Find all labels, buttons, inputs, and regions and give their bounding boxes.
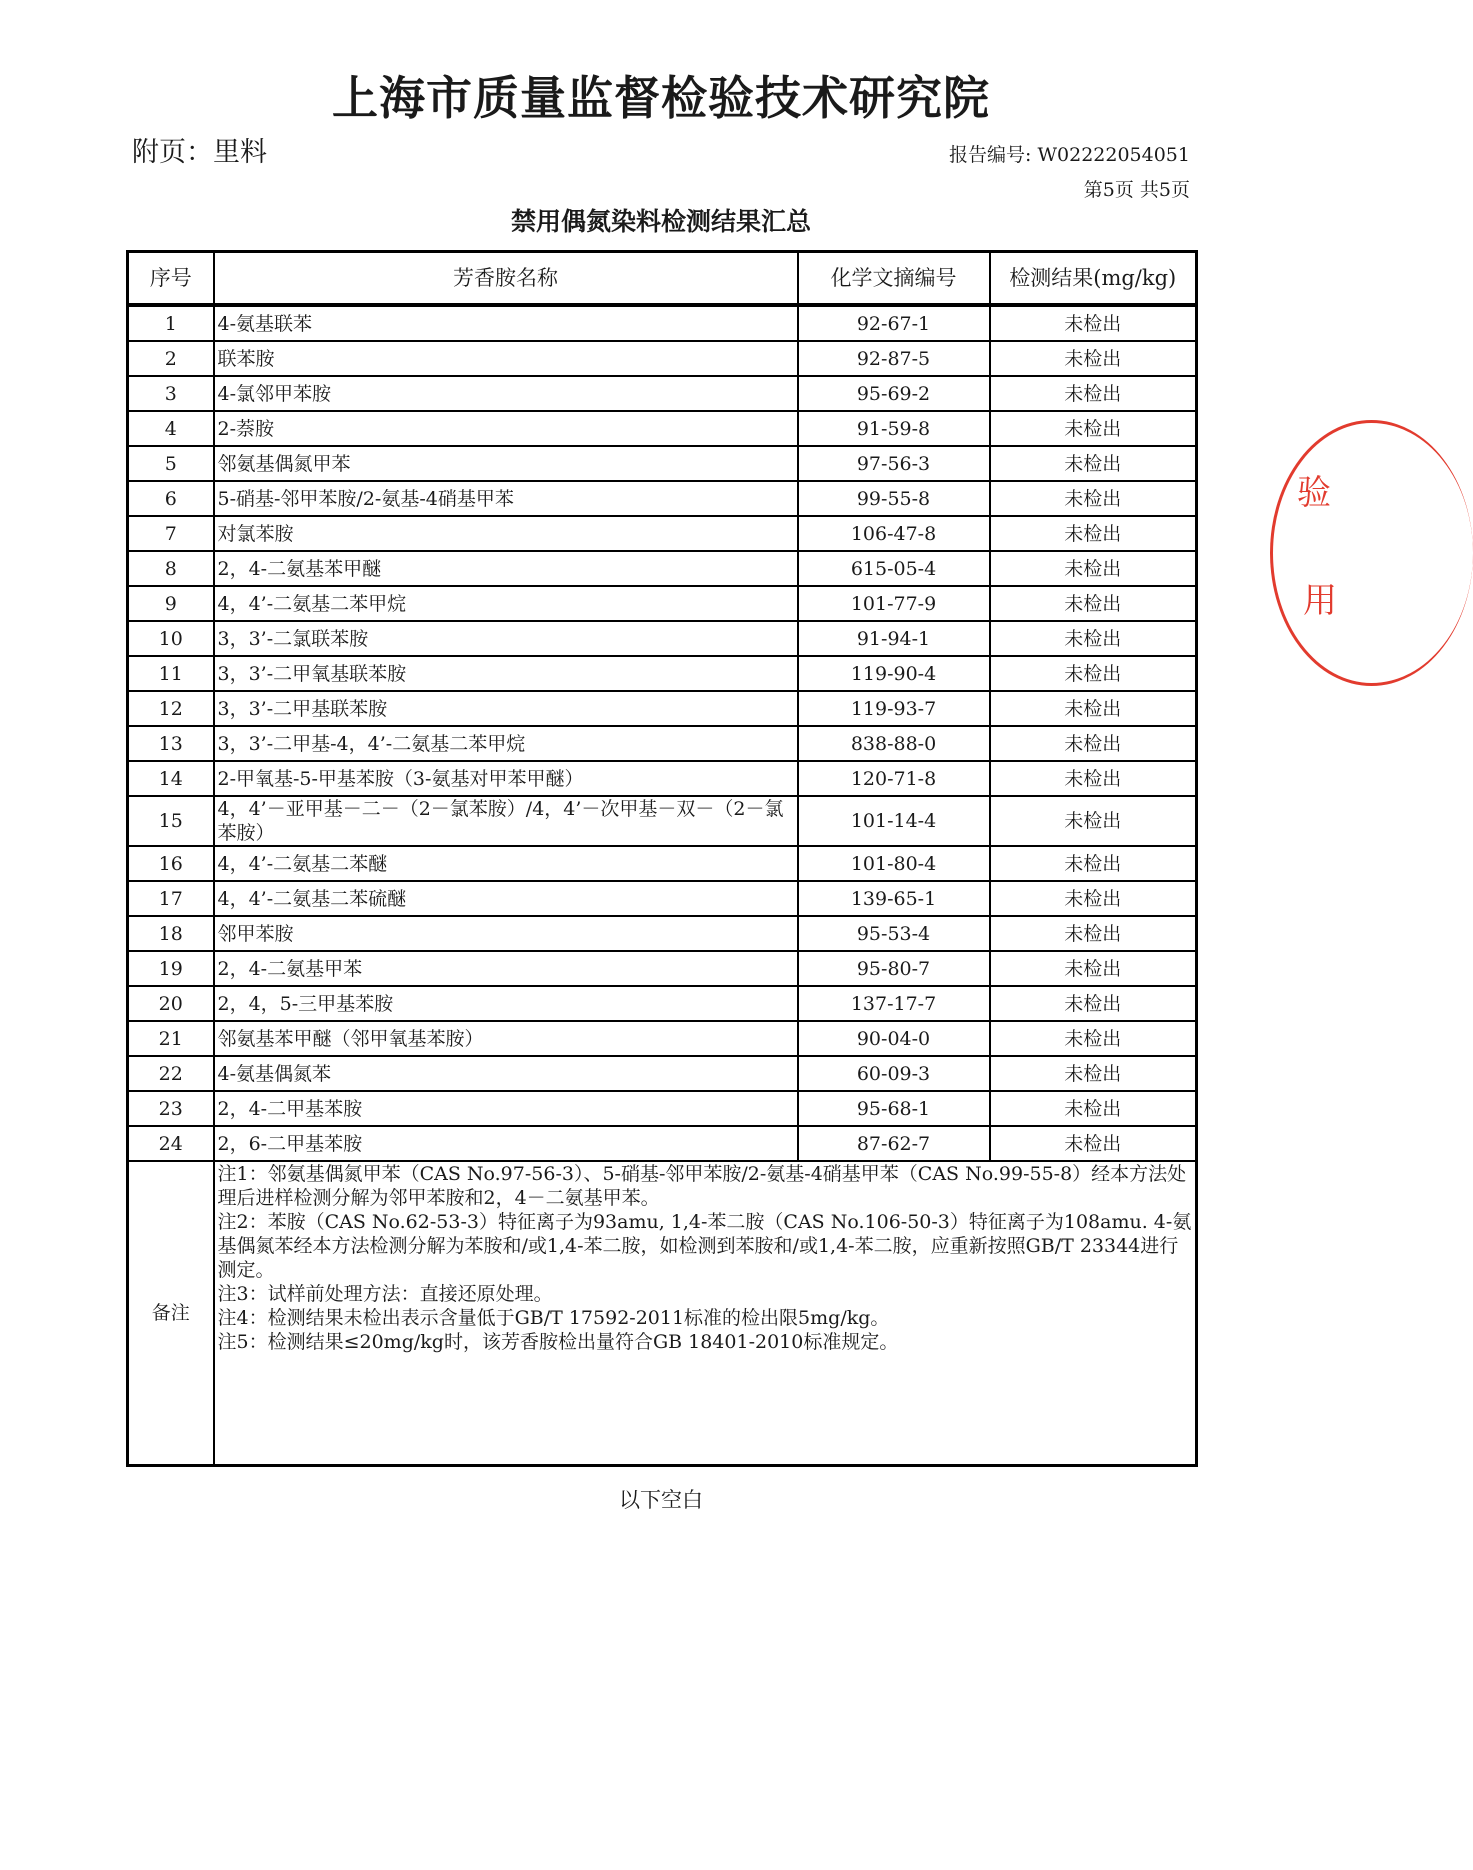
test-result: 未检出 xyxy=(990,951,1197,986)
cas-number: 106-47-8 xyxy=(798,516,990,551)
note-2: 注2：苯胺（CAS No.62-53-3）特征离子为93amu, 1,4-苯二胺（CAS No.106-50-3）特征离子为108amu. 4-氨基偶氮苯经本方法检测分解为苯胺和/或1,4-苯二胺，如检测到苯胺和/或1,4-苯二胺，应重新按照GB/T 23344进行测定。 xyxy=(217,1211,1192,1281)
row-no: 10 xyxy=(128,621,214,656)
amine-name: 对氯苯胺 xyxy=(214,516,798,551)
test-result: 未检出 xyxy=(990,656,1197,691)
amine-name: 2-甲氧基-5-甲基苯胺（3-氨基对甲苯甲醚） xyxy=(214,761,798,796)
amine-name: 邻氨基苯甲醚（邻甲氧基苯胺） xyxy=(214,1021,798,1056)
table-row xyxy=(128,341,1197,376)
table-row xyxy=(128,411,1197,446)
row-no: 18 xyxy=(128,916,214,951)
amine-name: 2，4，5-三甲基苯胺 xyxy=(214,986,798,1021)
table-row xyxy=(128,951,1197,986)
table-row xyxy=(128,916,1197,951)
amine-name: 4-氨基偶氮苯 xyxy=(214,1056,798,1091)
test-result: 未检出 xyxy=(990,586,1197,621)
amine-name: 2，6-二甲基苯胺 xyxy=(214,1126,798,1161)
stamp-char-1: 验 xyxy=(1297,473,1331,513)
row-no: 13 xyxy=(128,726,214,761)
institute-title: 上海市质量监督检验技术研究院 xyxy=(332,71,990,125)
cas-number: 60-09-3 xyxy=(798,1056,990,1091)
note-1: 注1：邻氨基偶氮甲苯（CAS No.97-56-3）、5-硝基-邻甲苯胺/2-氨基-4硝基甲苯（CAS No.99-55-8）经本方法处理后进样检测分解为邻甲苯胺和2，4－二氨基甲苯。 xyxy=(217,1163,1187,1209)
amine-name: 联苯胺 xyxy=(214,341,798,376)
test-result: 未检出 xyxy=(990,621,1197,656)
cas-number: 119-93-7 xyxy=(798,691,990,726)
cas-number: 95-53-4 xyxy=(798,916,990,951)
row-no: 22 xyxy=(128,1056,214,1091)
col-header-name: 芳香胺名称 xyxy=(214,252,798,306)
cas-number: 99-55-8 xyxy=(798,481,990,516)
remarks-label: 备注 xyxy=(128,1161,214,1466)
cas-number: 92-67-1 xyxy=(798,305,990,341)
seal-stamp xyxy=(1270,420,1473,686)
table-row xyxy=(128,1056,1197,1091)
col-header-no: 序号 xyxy=(128,252,214,306)
blank-below-notice: 以下空白 xyxy=(619,1488,703,1512)
row-no: 23 xyxy=(128,1091,214,1126)
table-row xyxy=(128,446,1197,481)
row-no: 6 xyxy=(128,481,214,516)
test-result: 未检出 xyxy=(990,551,1197,586)
amine-name: 4-氯邻甲苯胺 xyxy=(214,376,798,411)
note-4: 注4：检测结果未检出表示含量低于GB/T 17592-2011标准的检出限5mg/kg。 xyxy=(217,1307,890,1329)
test-result: 未检出 xyxy=(990,726,1197,761)
test-result: 未检出 xyxy=(990,881,1197,916)
row-no: 3 xyxy=(128,376,214,411)
amine-name: 2-萘胺 xyxy=(214,411,798,446)
test-result: 未检出 xyxy=(990,516,1197,551)
cas-number: 91-59-8 xyxy=(798,411,990,446)
test-result: 未检出 xyxy=(990,846,1197,881)
table-title: 禁用偶氮染料检测结果汇总 xyxy=(510,207,811,236)
cas-number: 92-87-5 xyxy=(798,341,990,376)
cas-number: 137-17-7 xyxy=(798,986,990,1021)
amine-name: 5-硝基-邻甲苯胺/2-氨基-4硝基甲苯 xyxy=(214,481,798,516)
table-row xyxy=(128,846,1197,881)
appendix-label: 附页：里料 xyxy=(132,137,267,168)
table-row xyxy=(128,481,1197,516)
table-row xyxy=(128,881,1197,916)
test-result: 未检出 xyxy=(990,341,1197,376)
amine-name: 3，3’-二甲氧基联苯胺 xyxy=(214,656,798,691)
row-no: 24 xyxy=(128,1126,214,1161)
col-header-result: 检测结果(mg/kg) xyxy=(990,252,1197,306)
report-number: 报告编号: W02222054051 xyxy=(949,144,1190,166)
amine-name: 邻氨基偶氮甲苯 xyxy=(214,446,798,481)
row-no: 1 xyxy=(128,305,214,341)
row-no: 5 xyxy=(128,446,214,481)
amine-name: 4，4’－亚甲基－二－（2－氯苯胺）/4，4’－次甲基－双－（2－氯苯胺） xyxy=(214,796,798,846)
cas-number: 838-88-0 xyxy=(798,726,990,761)
cas-number: 95-69-2 xyxy=(798,376,990,411)
table-row xyxy=(128,691,1197,726)
row-no: 7 xyxy=(128,516,214,551)
amine-name: 3，3’-二甲基-4，4’-二氨基二苯甲烷 xyxy=(214,726,798,761)
table-header-row xyxy=(128,252,1197,306)
table-row xyxy=(128,761,1197,796)
amine-name: 2，4-二甲基苯胺 xyxy=(214,1091,798,1126)
test-result: 未检出 xyxy=(990,1091,1197,1126)
cas-number: 101-14-4 xyxy=(798,796,990,846)
row-no: 19 xyxy=(128,951,214,986)
row-no: 9 xyxy=(128,586,214,621)
table-row xyxy=(128,796,1197,846)
col-header-cas: 化学文摘编号 xyxy=(798,252,990,306)
row-no: 12 xyxy=(128,691,214,726)
amine-name: 2，4-二氨基苯甲醚 xyxy=(214,551,798,586)
amine-name: 邻甲苯胺 xyxy=(214,916,798,951)
cas-number: 90-04-0 xyxy=(798,1021,990,1056)
table-row xyxy=(128,586,1197,621)
cas-number: 101-80-4 xyxy=(798,846,990,881)
amine-name: 4，4’-二氨基二苯硫醚 xyxy=(214,881,798,916)
test-result: 未检出 xyxy=(990,1021,1197,1056)
row-no: 4 xyxy=(128,411,214,446)
cas-number: 139-65-1 xyxy=(798,881,990,916)
cas-number: 120-71-8 xyxy=(798,761,990,796)
test-result: 未检出 xyxy=(990,446,1197,481)
table-row xyxy=(128,656,1197,691)
row-no: 14 xyxy=(128,761,214,796)
row-no: 8 xyxy=(128,551,214,586)
table-row xyxy=(128,1126,1197,1161)
cas-number: 91-94-1 xyxy=(798,621,990,656)
test-result: 未检出 xyxy=(990,796,1197,846)
row-no: 16 xyxy=(128,846,214,881)
test-result: 未检出 xyxy=(990,376,1197,411)
test-result: 未检出 xyxy=(990,1056,1197,1091)
row-no: 2 xyxy=(128,341,214,376)
test-result: 未检出 xyxy=(990,411,1197,446)
test-result: 未检出 xyxy=(990,691,1197,726)
remarks-row xyxy=(128,1161,1197,1466)
cas-number: 87-62-7 xyxy=(798,1126,990,1161)
cas-number: 615-05-4 xyxy=(798,551,990,586)
amine-name: 4，4’-二氨基二苯甲烷 xyxy=(214,586,798,621)
cas-number: 95-80-7 xyxy=(798,951,990,986)
table-row xyxy=(128,726,1197,761)
test-result: 未检出 xyxy=(990,761,1197,796)
cas-number: 101-77-9 xyxy=(798,586,990,621)
table-row xyxy=(128,376,1197,411)
row-no: 21 xyxy=(128,1021,214,1056)
results-table xyxy=(126,250,1198,1467)
test-result: 未检出 xyxy=(990,1126,1197,1161)
amine-name: 2，4-二氨基甲苯 xyxy=(214,951,798,986)
table-row xyxy=(128,551,1197,586)
cas-number: 95-68-1 xyxy=(798,1091,990,1126)
table-row xyxy=(128,1091,1197,1126)
table-row xyxy=(128,516,1197,551)
amine-name: 4，4’-二氨基二苯醚 xyxy=(214,846,798,881)
test-result: 未检出 xyxy=(990,305,1197,341)
row-no: 20 xyxy=(128,986,214,1021)
test-result: 未检出 xyxy=(990,481,1197,516)
row-no: 11 xyxy=(128,656,214,691)
note-5: 注5：检测结果≤20mg/kg时，该芳香胺检出量符合GB 18401-2010标准规定。 xyxy=(217,1331,899,1353)
table-row xyxy=(128,621,1197,656)
page-number: 第5页 共5页 xyxy=(1083,179,1190,201)
cas-number: 97-56-3 xyxy=(798,446,990,481)
test-result: 未检出 xyxy=(990,916,1197,951)
row-no: 15 xyxy=(128,796,214,846)
cas-number: 119-90-4 xyxy=(798,656,990,691)
note-3: 注3：试样前处理方法：直接还原处理。 xyxy=(217,1283,553,1305)
test-result: 未检出 xyxy=(990,986,1197,1021)
stamp-char-2: 用 xyxy=(1303,581,1337,621)
amine-name: 3，3’-二氯联苯胺 xyxy=(214,621,798,656)
amine-name: 4-氨基联苯 xyxy=(214,305,798,341)
table-row xyxy=(128,986,1197,1021)
amine-name: 3，3’-二甲基联苯胺 xyxy=(214,691,798,726)
table-row xyxy=(128,305,1197,341)
row-no: 17 xyxy=(128,881,214,916)
remarks-notes xyxy=(214,1161,1197,1466)
table-row xyxy=(128,1021,1197,1056)
